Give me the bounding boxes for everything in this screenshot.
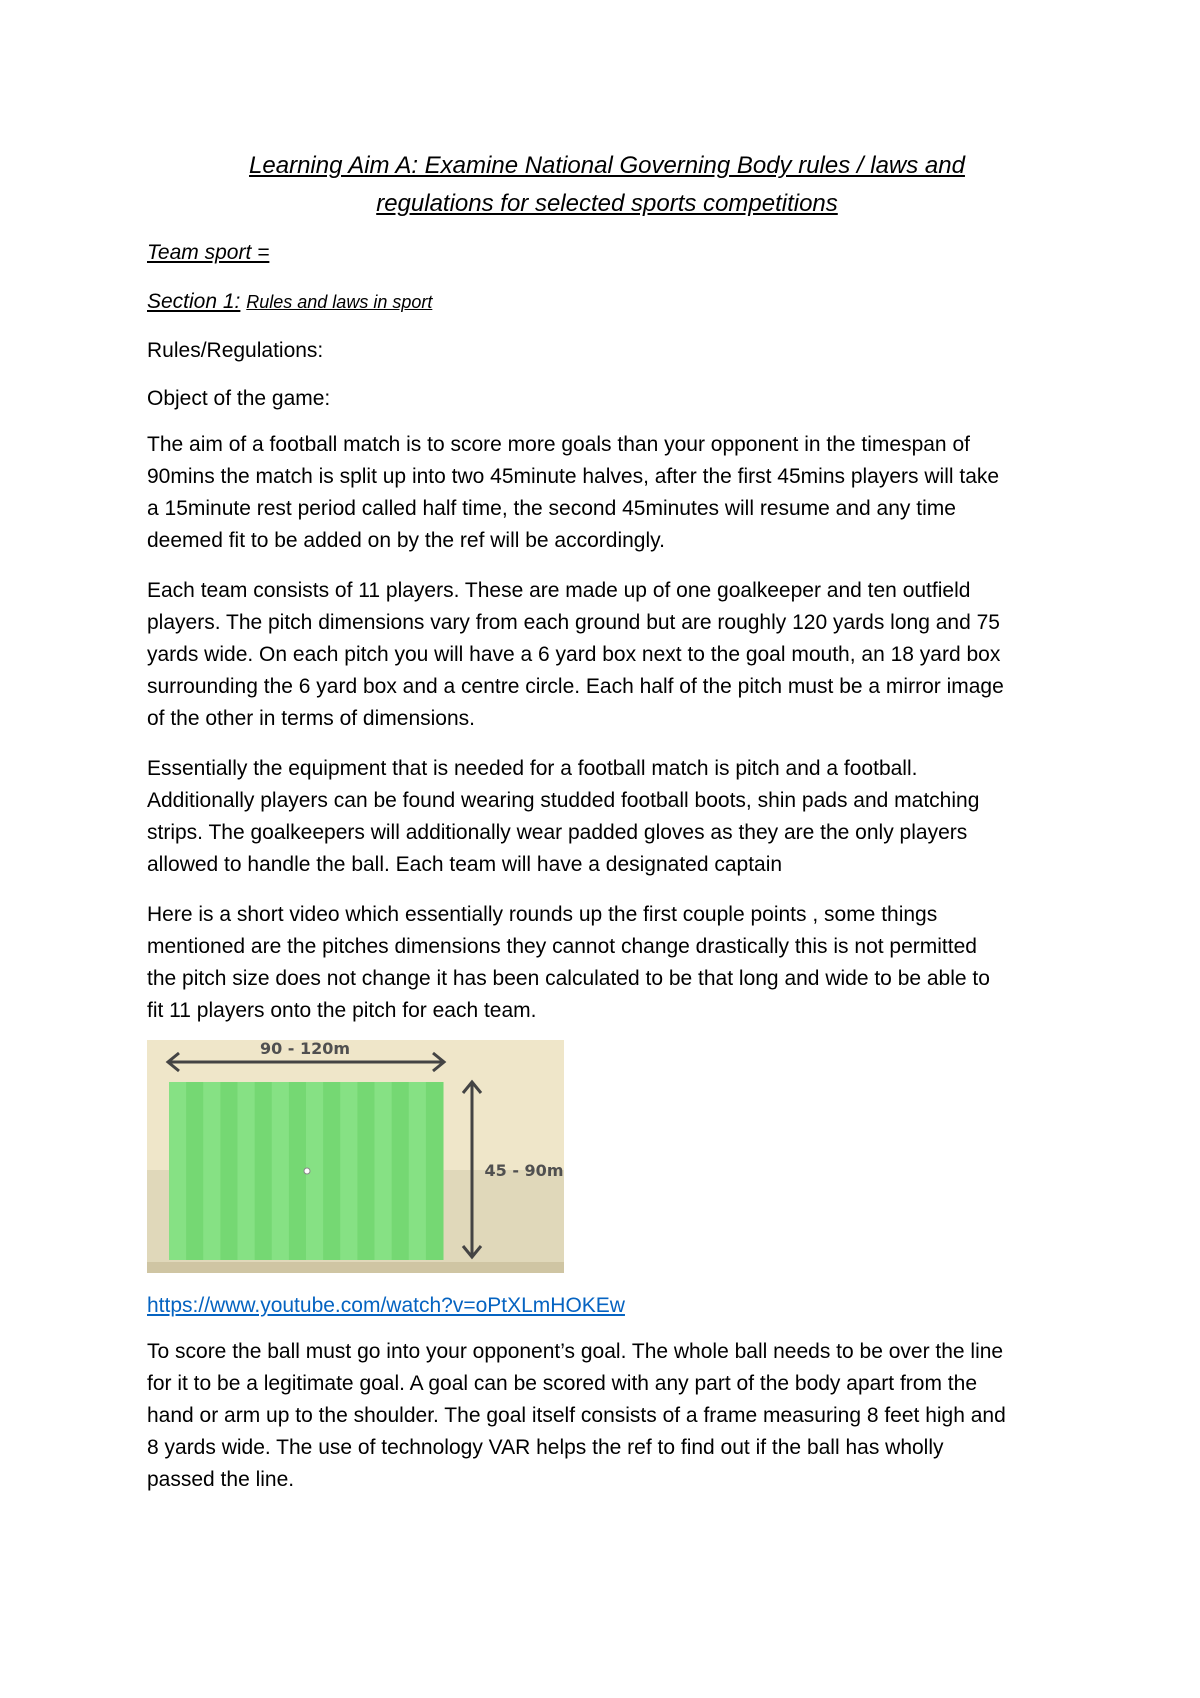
paragraph-line: players. The pitch dimensions vary from each ground but are roughly 120 yards long and 75 [147, 611, 1000, 634]
paragraph-line: fit 11 players onto the pitch for each team. [147, 999, 537, 1022]
length-label: 90 - 120m [259, 1040, 351, 1058]
pitch-stripe [255, 1082, 273, 1260]
image-ground-shadow [147, 1262, 564, 1273]
paragraph-line: Here is a short video which essentially rounds up the first couple points , some things [147, 903, 938, 926]
paragraph-line: deemed fit to be added on by the ref will be accordingly. [147, 529, 665, 552]
title-line-1: Learning Aim A: Examine National Governing Body rules / laws and [249, 152, 965, 179]
center-spot [304, 1168, 310, 1174]
page-title [147, 147, 1067, 223]
paragraph-line: hand or arm up to the shoulder. The goal itself consists of a frame measuring 8 feet high and [147, 1404, 1006, 1427]
section-subtitle: Rules and laws in sport [246, 292, 433, 312]
pitch-stripe [203, 1082, 221, 1260]
paragraph-line: allowed to handle the ball. Each team will have a designated captain [147, 853, 783, 876]
paragraph-line: To score the ball must go into your opponent’s goal. The whole ball needs to be over the line [147, 1340, 1004, 1363]
paragraph-video-intro [147, 899, 1067, 1027]
team-sport-label: Team sport = [147, 241, 270, 264]
video-link[interactable]: https://www.youtube.com/watch?v=oPtXLmHOKEw [147, 1294, 625, 1317]
paragraph-line: surrounding the 6 yard box and a centre circle. Each half of the pitch must be a mirror image [147, 675, 1004, 698]
paragraph-line: 90mins the match is split up into two 45minute halves, after the first 45mins players will take [147, 465, 1000, 488]
section-heading [147, 289, 432, 315]
paragraph-line: Additionally players can be found wearing studded football boots, shin pads and matching [147, 789, 980, 812]
pitch-stripe [426, 1082, 444, 1260]
paragraph-team-and-pitch [147, 575, 1067, 735]
pitch-stripe [375, 1082, 393, 1260]
rules-heading: Rules/Regulations: [147, 339, 324, 362]
pitch-stripe [186, 1082, 204, 1260]
pitch-stripe [409, 1082, 427, 1260]
pitch-stripe [340, 1082, 358, 1260]
pitch-stripe [272, 1082, 290, 1260]
paragraph-line: yards wide. On each pitch you will have a 6 yard box next to the goal mouth, an 18 yard box [147, 643, 1001, 666]
pitch-stripe [323, 1082, 341, 1260]
paragraph-line: 8 yards wide. The use of technology VAR helps the ref to find out if the ball has wholly [147, 1436, 944, 1459]
paragraph-match-duration [147, 429, 1067, 557]
paragraph-scoring [147, 1336, 1067, 1496]
object-heading: Object of the game: [147, 387, 331, 410]
paragraph-line: passed the line. [147, 1468, 295, 1491]
paragraph-line: strips. The goalkeepers will additionally wear padded gloves as they are the only players [147, 821, 968, 844]
paragraph-line: for it to be a legitimate goal. A goal can be scored with any part of the body apart from the [147, 1372, 977, 1395]
paragraph-line: mentioned are the pitches dimensions they cannot change drastically this is not permitted [147, 935, 977, 958]
paragraph-line: The aim of a football match is to score more goals than your opponent in the timespan of [147, 433, 970, 456]
paragraph-line: of the other in terms of dimensions. [147, 707, 475, 730]
paragraph-equipment [147, 753, 1067, 881]
paragraph-line: Essentially the equipment that is needed for a football match is pitch and a football. [147, 757, 918, 780]
pitch-stripe [392, 1082, 410, 1260]
title-line-2: regulations for selected sports competitions [376, 190, 838, 217]
width-label: 45 - 90m [484, 1161, 564, 1180]
pitch-dimensions-image [147, 1040, 564, 1273]
paragraph-line: the pitch size does not change it has been calculated to be that long and wide to be able to [147, 967, 990, 990]
pitch-stripe [220, 1082, 238, 1260]
paragraph-line: Each team consists of 11 players. These are made up of one goalkeeper and ten outfield [147, 579, 971, 602]
section-label: Section 1: [147, 290, 241, 313]
pitch-stripe [357, 1082, 375, 1260]
paragraph-line: a 15minute rest period called half time, the second 45minutes will resume and any time [147, 497, 956, 520]
pitch-stripe [169, 1082, 187, 1260]
pitch-stripe [238, 1082, 256, 1260]
